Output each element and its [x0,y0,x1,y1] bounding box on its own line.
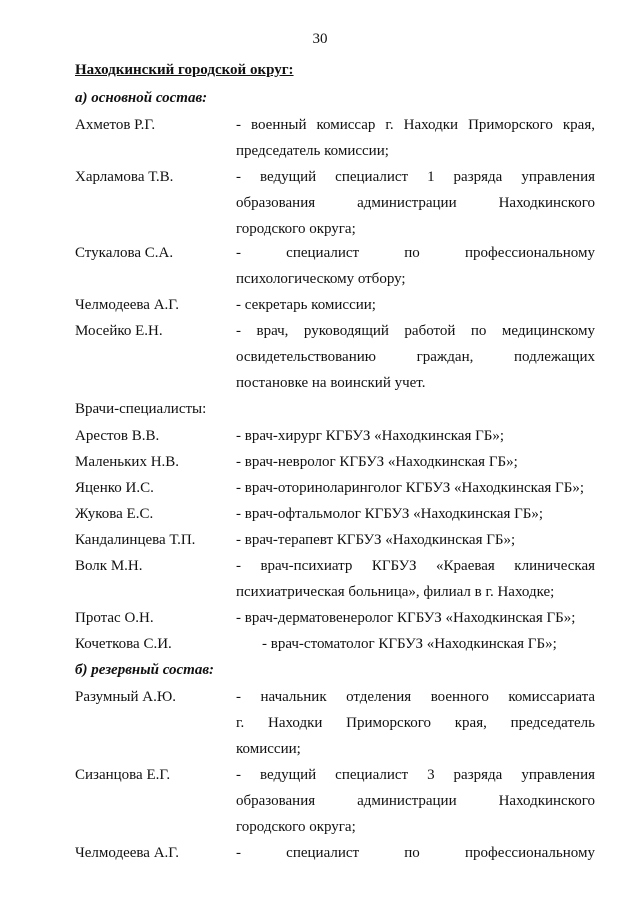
duty-line: освидетельствованию граждан, подлежащих [236,349,595,365]
member-name: Челмодеева А.Г. [75,297,180,313]
document-title: Находкинский городской округ: [75,62,294,78]
duty-line: - военный комиссар г. Находки Приморского края, [236,117,595,133]
duty-line: - врач-оториноларинголог КГБУЗ «Находкинская ГБ»; [236,480,584,496]
section-heading-reserve: б) резервный состав: [75,662,215,678]
member-name: Стукалова С.А. [75,245,174,261]
member-name: Харламова Т.В. [75,169,174,185]
member-duty [236,323,595,401]
duty-line: председатель комиссии; [236,143,389,159]
duty-line: - врач-психиатр КГБУЗ «Краевая клиническая [236,558,595,574]
duty-line: - врач-невролог КГБУЗ «Находкинская ГБ»; [236,454,518,470]
specialist-name: Яценко И.С. [75,480,154,496]
member-name: Ахметов Р.Г. [75,117,156,133]
duty-line: - врач-стоматолог КГБУЗ «Находкинская ГБ»; [262,636,557,652]
member-name: Мосейко Е.Н. [75,323,163,339]
duty-line: образования администрации Находкинского [236,793,595,809]
duty-line: городского округа; [236,819,356,835]
duty-line: постановке на воинский учет. [236,375,426,391]
duty-line: психологическому отбору; [236,271,406,287]
duty-line: образования администрации Находкинского [236,195,595,211]
member-duty [236,117,595,169]
duty-line: городского округа; [236,221,356,237]
duty-line: - секретарь комиссии; [236,297,376,313]
specialist-name: Кочеткова С.И. [75,636,172,652]
duty-line: - врач-офтальмолог КГБУЗ «Находкинская ГБ»; [236,506,544,522]
duty-line: - специалист по профессиональному [236,245,595,261]
duty-line: психиатрическая больница», филиал в г. Находке; [236,584,555,600]
member-duty [236,169,595,247]
section-heading-main: а) основной состав: [75,90,208,106]
specialist-name: Жукова Е.С. [75,506,154,522]
specialist-name: Арестов В.В. [75,428,160,444]
duty-line: - ведущий специалист 3 разряда управления [236,767,595,783]
duty-line: г. Находки Приморского края, председатель [236,715,595,731]
duty-line: - врач-дерматовенеролог КГБУЗ «Находкинская ГБ»; [236,610,576,626]
duty-line: - специалист по профессиональному [236,845,595,861]
duty-line: - врач-терапевт КГБУЗ «Находкинская ГБ»; [236,532,516,548]
specialists-label: Врачи-специалисты: [75,401,207,417]
specialist-name: Волк М.Н. [75,558,143,574]
duty-line: - врач-хирург КГБУЗ «Находкинская ГБ»; [236,428,505,444]
duty-line: - врач, руководящий работой по медицинскому [236,323,595,339]
member-name: Разумный А.Ю. [75,689,177,705]
page-number: 30 [312,31,328,47]
specialist-name: Протас О.Н. [75,610,154,626]
duty-line: комиссии; [236,741,301,757]
member-duty [236,245,595,297]
specialist-name: Кандалинцева Т.П. [75,532,196,548]
duty-line: - начальник отделения военного комиссариата [236,689,595,705]
specialist-name: Маленьких Н.В. [75,454,180,470]
member-name: Сизанцова Е.Г. [75,767,171,783]
member-duty [236,297,595,323]
duty-line: - ведущий специалист 1 разряда управления [236,169,595,185]
member-name: Челмодеева А.Г. [75,845,180,861]
